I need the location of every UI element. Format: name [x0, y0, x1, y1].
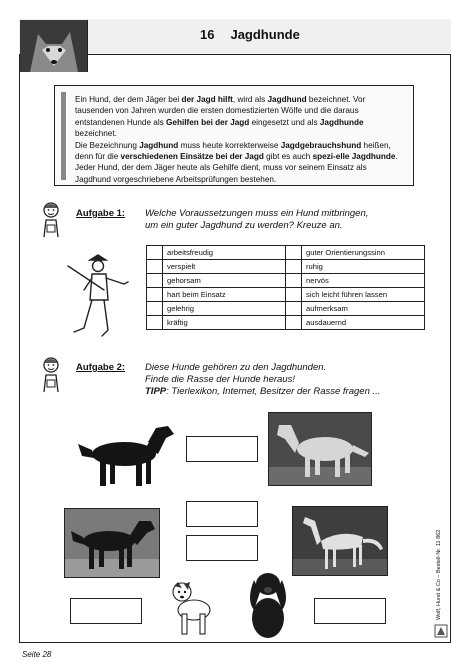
info-bold: Jagdhund: [139, 140, 179, 150]
dog-image-terrier: [168, 578, 216, 638]
trait-cell: verspielt: [163, 260, 286, 274]
info-text: Ein Hund, der dem Jäger bei: [75, 95, 182, 104]
dog-photo-greyhound: [292, 506, 388, 576]
checkbox[interactable]: [286, 302, 302, 316]
wolf-photo: [20, 20, 88, 72]
info-text: heißen, denn für die: [75, 140, 391, 162]
trait-cell: ausdauernd: [302, 316, 425, 330]
info-text: , wird als: [232, 95, 268, 104]
info-box-stripe: [61, 92, 66, 180]
dog-image-setter: [76, 414, 180, 490]
table-row: [147, 274, 425, 288]
info-text: bezeichnet.: [75, 129, 117, 139]
answer-box-2[interactable]: [186, 501, 258, 527]
answer-box-4[interactable]: [70, 598, 142, 624]
chapter-number: 16: [200, 27, 215, 42]
info-text: Die Bezeichnung: [75, 140, 140, 150]
trait-cell: sich leicht führen lassen: [302, 288, 425, 302]
checkbox[interactable]: [147, 302, 163, 316]
info-bold: spezi-elle Jagdhunde: [312, 152, 396, 162]
task1-line1: Welche Voraussetzungen muss ein Hund mitbringen,: [145, 208, 369, 219]
student-icon: [38, 200, 64, 238]
checkbox[interactable]: [147, 246, 163, 260]
publisher-logo-icon: [434, 624, 448, 638]
trait-cell: gelehrig: [163, 302, 286, 316]
info-text: eingesetzt und als: [249, 117, 320, 127]
page-number: Seite 28: [22, 650, 52, 659]
trait-cell: gehorsam: [163, 274, 286, 288]
trait-cell: ruhig: [302, 260, 425, 274]
checkbox[interactable]: [286, 316, 302, 330]
table-row: [147, 288, 425, 302]
trait-cell: arbeitsfreudig: [163, 246, 286, 260]
answer-box-1[interactable]: [186, 436, 258, 462]
tip-text: : Tierlexikon, Internet, Besitzer der Rasse fragen ...: [166, 386, 381, 397]
checkbox[interactable]: [286, 288, 302, 302]
answer-box-3[interactable]: [186, 535, 258, 561]
trait-cell: hart beim Einsatz: [163, 288, 286, 302]
checkbox[interactable]: [147, 274, 163, 288]
student-icon: [38, 355, 64, 393]
info-bold: Gehilfen bei der Jagd: [166, 117, 250, 127]
task2-tip: [145, 386, 380, 398]
chapter-title-text: Jagdhunde: [230, 27, 300, 42]
table-row: [147, 302, 425, 316]
dog-image-spaniel: [246, 570, 290, 640]
info-bold: Jagdhund: [267, 95, 307, 104]
trait-cell: nervös: [302, 274, 425, 288]
dog-photo-golden: [268, 412, 372, 486]
checkbox[interactable]: [286, 246, 302, 260]
table-row: [147, 246, 425, 260]
task1-text: [145, 208, 368, 232]
info-bold: der Jagd hilft: [181, 95, 233, 104]
table-row: [147, 260, 425, 274]
tip-label: TIPP: [145, 386, 167, 397]
info-text: gibt es auch: [263, 152, 313, 162]
checkbox[interactable]: [147, 260, 163, 274]
task2-label: Aufgabe 2:: [76, 362, 126, 373]
hunter-illustration: [62, 254, 134, 340]
info-bold: Jagdhunde: [319, 117, 364, 127]
traits-table: [146, 245, 425, 330]
table-row: [147, 316, 425, 330]
trait-cell: guter Orientierungssinn: [302, 246, 425, 260]
trait-cell: aufmerksam: [302, 302, 425, 316]
task2-line2: Finde die Rasse der Hunde heraus!: [145, 374, 295, 385]
task1-line2: um ein guter Jagdhund zu werden? Kreuze an.: [145, 220, 343, 231]
task1-label: Aufgabe 1:: [76, 208, 126, 219]
checkbox[interactable]: [147, 316, 163, 330]
side-credit-text: Wolf, Hund & Co – Bestell-Nr. 11 862: [436, 529, 442, 620]
checkbox[interactable]: [147, 288, 163, 302]
info-bold: verschiedenen Einsätze bei der Jagd: [120, 152, 264, 162]
side-credit: [436, 529, 446, 620]
info-text: bezeichnet. Vor tausenden von Jahren wurden die ersten domestizierten Wölfe und die daraus entstandenen Hunde als: [75, 95, 366, 127]
checkbox[interactable]: [286, 274, 302, 288]
checkbox[interactable]: [286, 260, 302, 274]
answer-box-5[interactable]: [314, 598, 386, 624]
task2-line1: Diese Hunde gehören zu den Jagdhunden.: [145, 362, 327, 373]
task2-text: [145, 362, 380, 398]
info-text: . Jeder Hund, der dem Jäger heute als Gehilfe dient, muss vor seinem Einsatz als Jagdhund vorgeschriebene Arbeitsprüfungen bestehen.: [75, 152, 398, 184]
info-bold: Jagdgebrauchshund: [280, 140, 362, 150]
trait-cell: kräftig: [163, 316, 286, 330]
chapter-title: [200, 27, 300, 42]
info-text: muss heute korrekterweise: [178, 140, 281, 150]
info-box: [54, 85, 414, 186]
dog-photo-black: [64, 508, 160, 578]
